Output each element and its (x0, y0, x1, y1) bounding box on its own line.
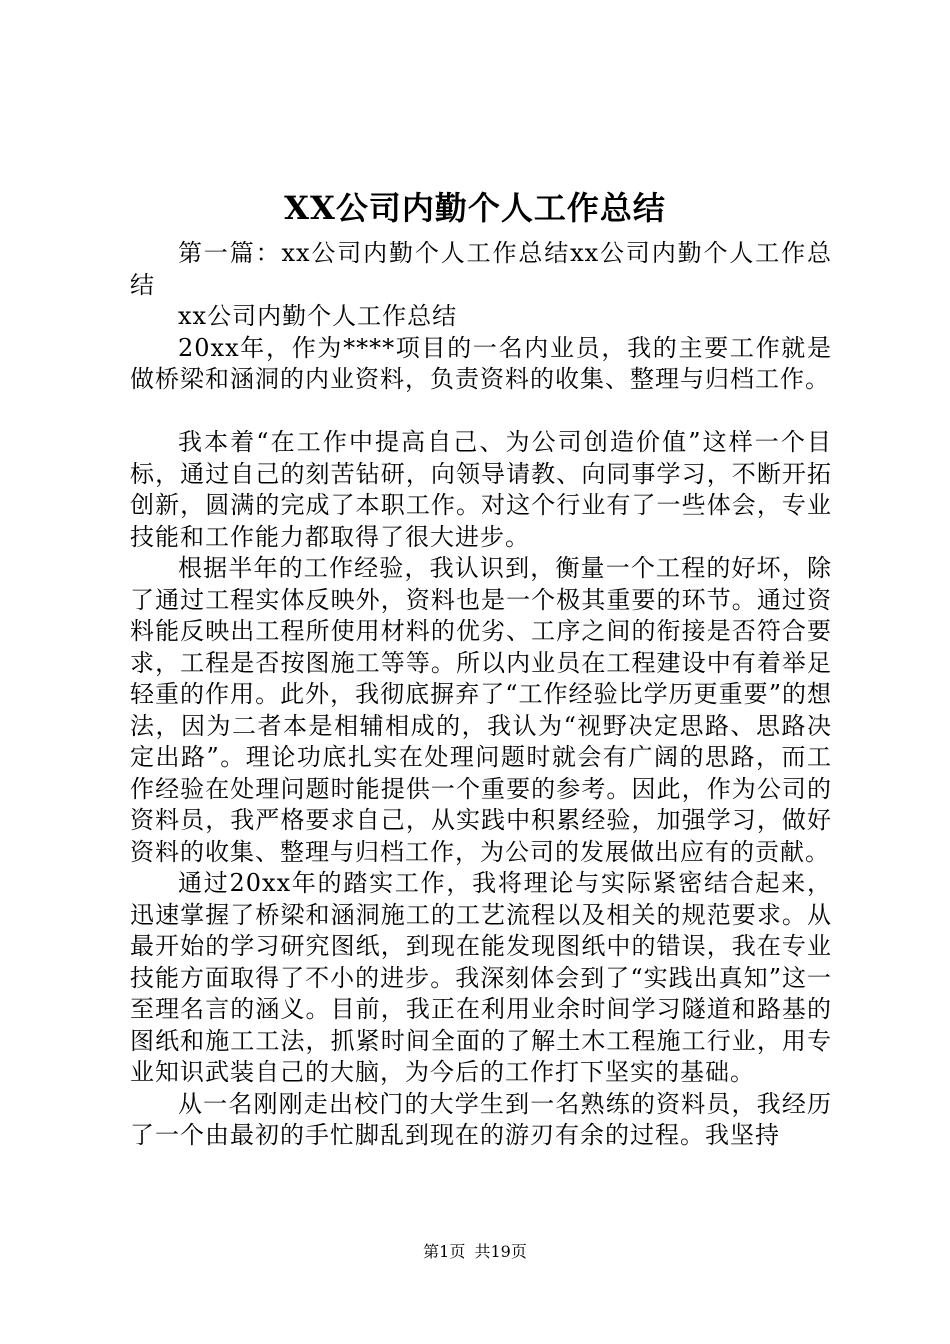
document-body (130, 238, 832, 1152)
paragraph-growth: 从一名刚刚走出校门的大学生到一名熟练的资料员，我经历了一个由最初的手忙脚乱到现在的游刃有余的过程。我坚持 (130, 1089, 832, 1149)
page-number: 第1页 (423, 1242, 466, 1261)
paragraph-heading: 第一篇：xx公司内勤个人工作总结xx公司内勤个人工作总结 (130, 239, 832, 299)
paragraph-subtitle: xx公司内勤个人工作总结 (178, 302, 458, 330)
document-title: XX公司内勤个人工作总结 (284, 189, 666, 227)
paragraph-progress: 通过20xx年的踏实工作，我将理论与实际紧密结合起来，迅速掌握了桥梁和涵洞施工的工艺流程以及相关的规范要求。从最开始的学习研究图纸，到现在能发现图纸中的错误，我在专业技能方面取得了不小的进步。我深刻体会到了“实践出真知”这一至理名言的涵义。目前，我正在利用业余时间学习隧道和路基的图纸和施工工法，抓紧时间全面的了解土木工程施工行业，用专业知识武装自己的大脑，为今后的工作打下坚实的基础。 (130, 869, 832, 1086)
page-footer (0, 1240, 950, 1264)
paragraph-intro: 20xx年，作为****项目的一名内业员，我的主要工作就是做桥梁和涵洞的内业资料，负责资料的收集、整理与归档工作。 (130, 333, 832, 393)
paragraph-experience: 根据半年的工作经验，我认识到，衡量一个工程的好坏，除了通过工程实体反映外，资料也是一个极其重要的环节。通过资料能反映出工程所使用材料的优劣、工序之间的衔接是否符合要求，工程是否按图施工等等。所以内业员在工程建设中有着举足轻重的作用。此外，我彻底摒弃了“工作经验比学历更重要”的想法，因为二者本是相辅相成的，我认为“视野决定思路、思路决定出路”。理论功底扎实在处理问题时就会有广阔的思路，而工作经验在处理问题时能提供一个重要的参考。因此，作为公司的资料员，我严格要求自己，从实践中积累经验，加强学习，做好资料的收集、整理与归档工作，为公司的发展做出应有的贡献。 (130, 554, 832, 866)
page-total: 共19页 (474, 1242, 527, 1261)
paragraph-goal: 我本着“在工作中提高自己、为公司创造价值”这样一个目标，通过自己的刻苦钻研，向领导请教、向同事学习，不断开拓创新，圆满的完成了本职工作。对这个行业有了一些体会，专业技能和工作能力都取得了很大进步。 (130, 428, 832, 551)
